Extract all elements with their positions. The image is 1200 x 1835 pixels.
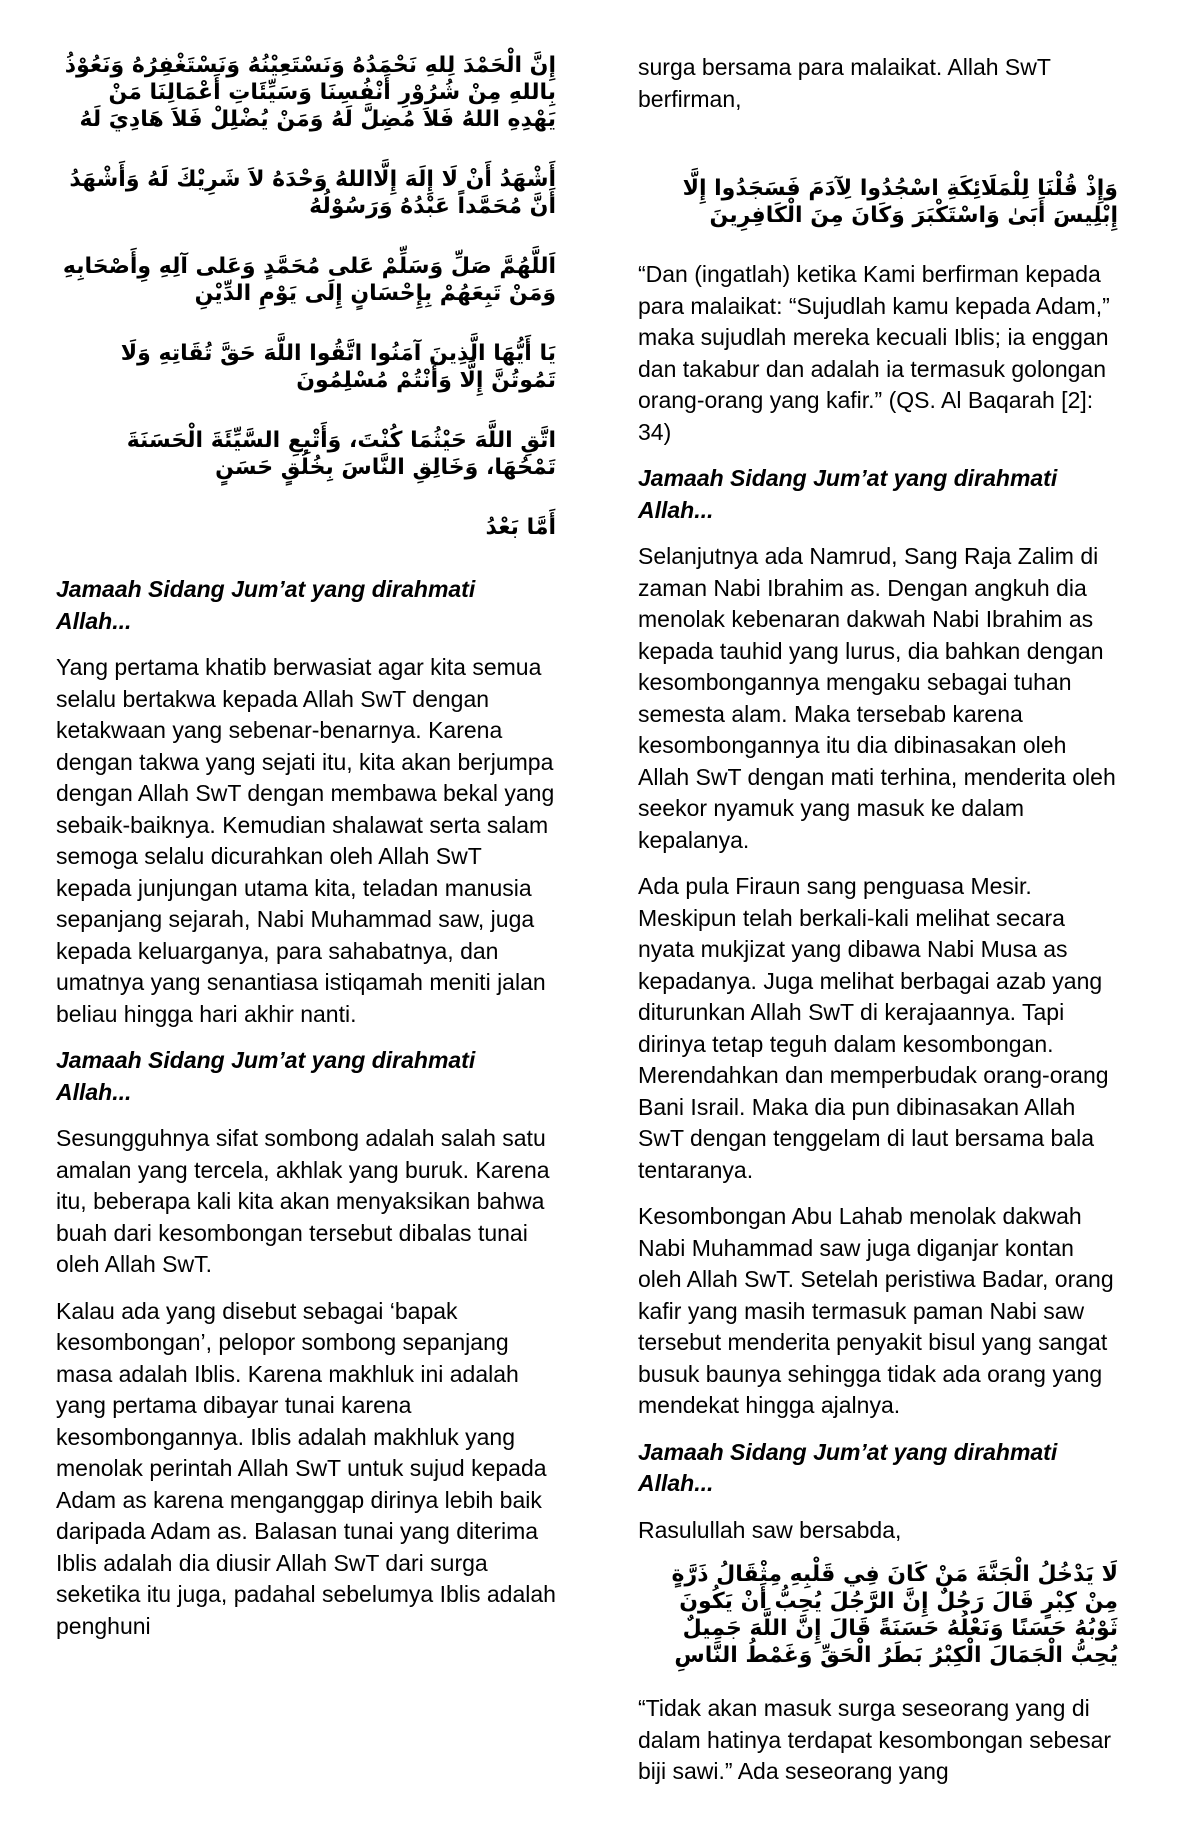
arabic-shalawat: اَللَّهُمَّ صَلِّ وَسَلِّمْ عَلى مُحَمَّدٍ وَعَلى آلِهِ وِأَصْحَابِهِ وَمَنْ تَبِعَهُمْ بِإِحْسَانٍ إِلَى يَوْمِ الدِّيْنِ (62, 254, 556, 306)
left-column (56, 52, 556, 1657)
right-column (638, 52, 1118, 1803)
paragraph-translation: “Dan (ingatlah) ketika Kami berfirman kepada para malaikat: “Sujudlah kamu kepada Adam,” maka sujudlah mereka kecuali Iblis; ia enggan dan takabur dan adalah ia termasuk golongan orang-orang yang kafir.” (QS. Al Baqarah [2]: 34) (638, 261, 1110, 445)
paragraph: surga bersama para malaikat. Allah SwT berfirman, (638, 54, 1051, 112)
arabic-amma-badu: أَمَّا بَعْدُ (485, 515, 556, 540)
section-heading: Jamaah Sidang Jum’at yang dirahmati Allah... (56, 1047, 476, 1105)
paragraph: Yang pertama khatib berwasiat agar kita semua selalu bertakwa kepada Allah SwT dengan ketakwaan yang sebenar-benarnya. Karena dengan takwa yang sejati itu, kita akan berjumpa dengan Allah SwT dengan membawa bekal yang sebaik-baiknya. Kemudian shalawat serta salam semoga selalu dicurahkan oleh Allah SwT kepada junjungan utama kita, teladan manusia sepanjang sejarah, Nabi Muhammad saw, juga kepada keluarganya, para sahabatnya, dan umatnya yang senantiasa istiqamah meniti jalan beliau hingga hari akhir nanti. (56, 654, 555, 1027)
paragraph: Ada pula Firaun sang penguasa Mesir. Meskipun telah berkali-kali melihat secara nyata mukjizat yang dibawa Nabi Musa as kepadanya. Juga melihat berbagai azab yang diturunkan Allah SwT di kerajaannya. Tapi dirinya tetap teguh dalam kesombongan. Merendahkan dan memperbudak orang-orang Bani Israil. Maka dia pun dibinasakan Allah SwT dengan tenggelam di laut bersama bala tentaranya. (638, 873, 1109, 1183)
section-heading: Jamaah Sidang Jum’at yang dirahmati Allah... (638, 1438, 1058, 1496)
arabic-shahada: أَشْهَدُ أَنْ لَا إِلَهَ إِلَّااللهُ وَحْدَهُ لاَ شَرِيْكَ لَهُ وَأَشْهَدُ أَنَّ مُحَمَّداً عَبْدُهُ وَرَسُوْلُهُ (69, 167, 556, 219)
paragraph: Rasulullah saw bersabda, (638, 1516, 902, 1543)
arabic-hadith-kibr: لَا يَدْخُلُ الْجَنَّةَ مَنْ كَانَ فِي قَلْبِهِ مِثْقَالُ ذَرَّةٍ مِنْ كِبْرٍ قَالَ رَجُلٌ إِنَّ الرَّجُلَ يُحِبُّ أَنْ يَكُونَ ثَوْبُهُ حَسَنًا وَنَعْلُهُ حَسَنَةً قَالَ إِنَّ اللَّهَ جَمِيلٌ يُحِبُّ الْجَمَالَ الْكِبْرُ بَطَرُ الْحَقِّ وَغَمْطُ النَّاسِ (671, 1562, 1118, 1668)
paragraph: “Tidak akan masuk surga seseorang yang di dalam hatinya terdapat kesombongan sebesar biji sawi.” Ada seseorang yang (638, 1695, 1112, 1784)
section-heading: Jamaah Sidang Jum’at yang dirahmati Allah... (638, 465, 1058, 523)
section-heading: Jamaah Sidang Jum’at yang dirahmati Allah... (56, 576, 476, 634)
arabic-quran-baqarah-34: وَإِذْ قُلْنَا لِلْمَلَائِكَةِ اسْجُدُوا لِآدَمَ فَسَجَدُوا إِلَّا إِبْلِيسَ أَبَىٰ وَاسْتَكْبَرَ وَكَانَ مِنَ الْكَافِرِينَ (682, 176, 1118, 228)
paragraph: Kesombongan Abu Lahab menolak dakwah Nabi Muhammad saw juga diganjar kontan oleh Allah SwT. Setelah peristiwa Badar, orang kafir yang masih termasuk paman Nabi saw tersebut menderita penyakit bisul yang sangat busuk baunya sehingga tidak ada orang yang mendekat hingga ajalnya. (638, 1203, 1114, 1418)
paragraph: Selanjutnya ada Namrud, Sang Raja Zalim di zaman Nabi Ibrahim as. Dengan angkuh dia menolak kebenaran dakwah Nabi Ibrahim as kepada tauhid yang lurus, dia bahkan dengan kesombongannya mengaku sebagai tuhan semesta alam. Maka tersebab karena kesombongannya itu dia dibinasakan oleh Allah SwT dengan mati terhina, menderita oleh seekor nyamuk yang masuk ke dalam kepalanya. (638, 543, 1116, 853)
arabic-hadith-taqwa: اتَّقِ اللَّهَ حَيْثُمَا كُنْتَ، وَأَتْبِعِ السَّيِّئَةَ الْحَسَنَةَ تَمْحُهَا، وَخَالِقِ النَّاسَ بِخُلُقٍ حَسَنٍ (126, 428, 556, 480)
arabic-quran-verse: يَا أَيُّهَا الَّذِينَ آمَنُوا اتَّقُوا اللَّهَ حَقَّ تُقَاتِهِ وَلَا تَمُوتُنَّ إِلَّا وَأَنْتُمْ مُسْلِمُونَ (120, 341, 556, 393)
paragraph: Sesungguhnya sifat sombong adalah salah satu amalan yang tercela, akhlak yang buruk. Karena itu, beberapa kali kita akan menyaksikan bahwa buah dari kesombongan tersebut dibalas tunai oleh Allah SwT. (56, 1125, 550, 1277)
paragraph: Kalau ada yang disebut sebagai ‘bapak kesombongan’, pelopor sombong sepanjang masa adalah Iblis. Karena makhluk ini adalah yang pertama dibayar tunai karena kesombongannya. Iblis adalah makhluk yang menolak perintah Allah SwT untuk sujud kepada Adam as karena menganggap dirinya lebih baik daripada Adam as. Balasan tunai yang diterima Iblis adalah dia diusir Allah SwT dari surga seketika itu juga, padahal sebelumya Iblis adalah penghuni (56, 1297, 556, 1639)
arabic-opening-praise: إِنَّ الْحَمْدَ لِلهِ نَحْمَدُهُ وَنَسْتَعِيْنُهُ وَنَسْتَغْفِرُهُ وَنَعُوْذُ بِاللهِ مِنْ شُرُوْرِ أَنْفُسِنَا وَسَيِّئَاتِ أَعْمَالِنَا مَنْ يَهْدِهِ اللهُ فَلاَ مُضِلَّ لَهُ وَمَنْ يُضْلِلْ فَلاَ هَادِيَ لَهُ (64, 53, 556, 132)
